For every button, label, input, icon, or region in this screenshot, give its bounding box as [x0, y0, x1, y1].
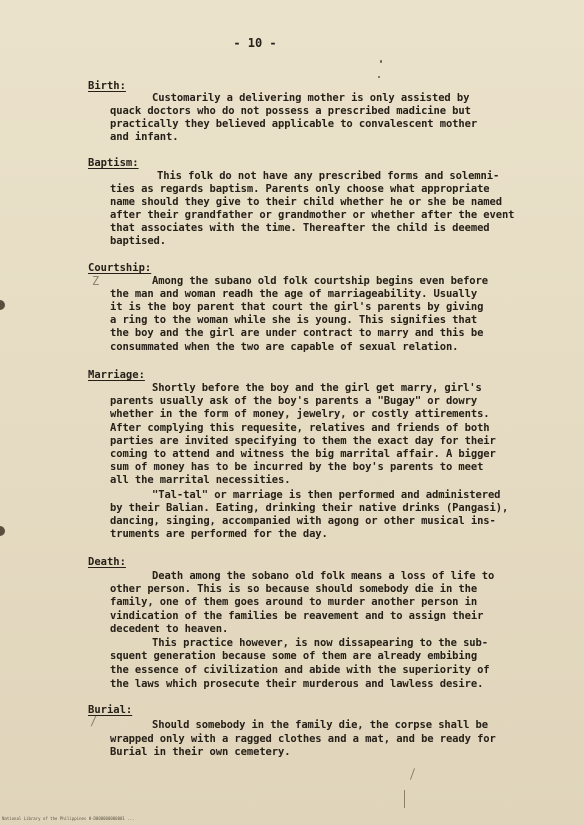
- marriage-line: parties are invited specifying to them the exact day for their: [110, 435, 496, 447]
- death-line: vindication of the families be reavement and to assign their: [110, 610, 484, 622]
- marriage-line: sum of money has to be incurred by the boy's parents to meet: [110, 461, 484, 473]
- pencil-stroke: [404, 790, 405, 808]
- birth-line: and infant.: [110, 131, 179, 143]
- courtship-line: the boy and the girl are under contract to marry and this be: [110, 327, 484, 339]
- birth-line: Customarily a delivering mother is only assisted by: [152, 92, 470, 104]
- death-line: squent generation because some of them are already embibing: [110, 650, 478, 662]
- pencil-stroke: [410, 768, 415, 780]
- birth-line: quack doctors who do not possess a prescribed madicine but: [110, 105, 471, 117]
- marriage-line: After complying this requesite, relatives and friends of both: [110, 422, 490, 434]
- death-line: This practice however, is now dissapearing to the sub-: [152, 637, 488, 649]
- archive-footer: National Library of the Philippines H-D000000000001 ...: [2, 816, 135, 821]
- marriage-line: "Tal-tal" or marriage is then performed and administered: [152, 489, 501, 501]
- baptism-line: after their grandfather or grandmother or whether after the event: [110, 209, 515, 221]
- marriage-line: Shortly before the boy and the girl get marry, girl's: [152, 382, 482, 394]
- courtship-line: a ring to the woman while she is young. This signifies that: [110, 314, 478, 326]
- ink-speck: [378, 76, 380, 78]
- courtship-line: it is the boy parent that court the girl's parents by giving: [110, 301, 484, 313]
- marriage-line: truments are performed for the day.: [110, 528, 328, 540]
- death-line: Death among the sobano old folk means a loss of life to: [152, 570, 495, 582]
- page-number: - 10 -: [233, 36, 277, 50]
- section-heading-death: Death:: [88, 556, 126, 568]
- binding-hole: [0, 526, 5, 536]
- ink-speck: [380, 60, 382, 63]
- burial-line: Burial in their own cemetery.: [110, 746, 291, 758]
- section-heading-marriage: Marriage:: [88, 369, 145, 381]
- courtship-line: Among the subano old folk courtship begins even before: [152, 275, 488, 287]
- section-heading-burial: Burial:: [88, 704, 133, 716]
- section-heading-birth: Birth:: [88, 80, 126, 92]
- marriage-line: dancing, singing, accompanied with agong or other musical ins-: [110, 515, 496, 527]
- marriage-line: by their Balian. Eating, drinking their native drinks (Pangasi),: [110, 502, 509, 514]
- marriage-line: coming to attend and witness the big marrital affair. A bigger: [110, 448, 496, 460]
- baptism-line: This folk do not have any prescribed forms and solemni-: [157, 170, 500, 182]
- death-line: decedent to heaven.: [110, 623, 229, 635]
- marriage-line: whether in the form of money, jewelry, or costly attirements.: [110, 408, 490, 420]
- burial-line: wrapped only with a ragged clothes and a mat, and be ready for: [110, 733, 496, 745]
- binding-hole: [0, 300, 5, 310]
- section-heading-baptism: Baptism:: [88, 157, 139, 169]
- baptism-line: ties as regards baptism. Parents only choose what appropriate: [110, 183, 490, 195]
- marriage-line: parents usually ask of the boy's parents a "Bugay" or dowry: [110, 395, 478, 407]
- margin-mark: /: [90, 714, 98, 728]
- birth-line: practically they believed applicable to convalescent mother: [110, 118, 478, 130]
- courtship-line: the man and woman readh the age of marriageability. Usually: [110, 288, 478, 300]
- baptism-line: baptised.: [110, 235, 166, 247]
- marriage-line: all the marrital necessities.: [110, 474, 291, 486]
- courtship-line: consummated when the two are capable of sexual relation.: [110, 341, 459, 353]
- baptism-line: that associates with the time. Thereafter the child is deemed: [110, 222, 490, 234]
- section-heading-courtship: Courtship:: [88, 262, 152, 274]
- death-line: other person. This is so because should somebody die in the: [110, 583, 478, 595]
- death-line: the laws which prosecute their murderous and lawless desire.: [110, 678, 484, 690]
- burial-line: Should somebody in the family die, the corpse shall be: [152, 719, 488, 731]
- death-line: family, one of them goes around to murder another person in: [110, 596, 478, 608]
- margin-mark: Z: [92, 274, 100, 288]
- death-line: the essence of civilization and abide with the superiority of: [110, 664, 490, 676]
- baptism-line: name should they give to their child whether he or she be named: [110, 196, 502, 208]
